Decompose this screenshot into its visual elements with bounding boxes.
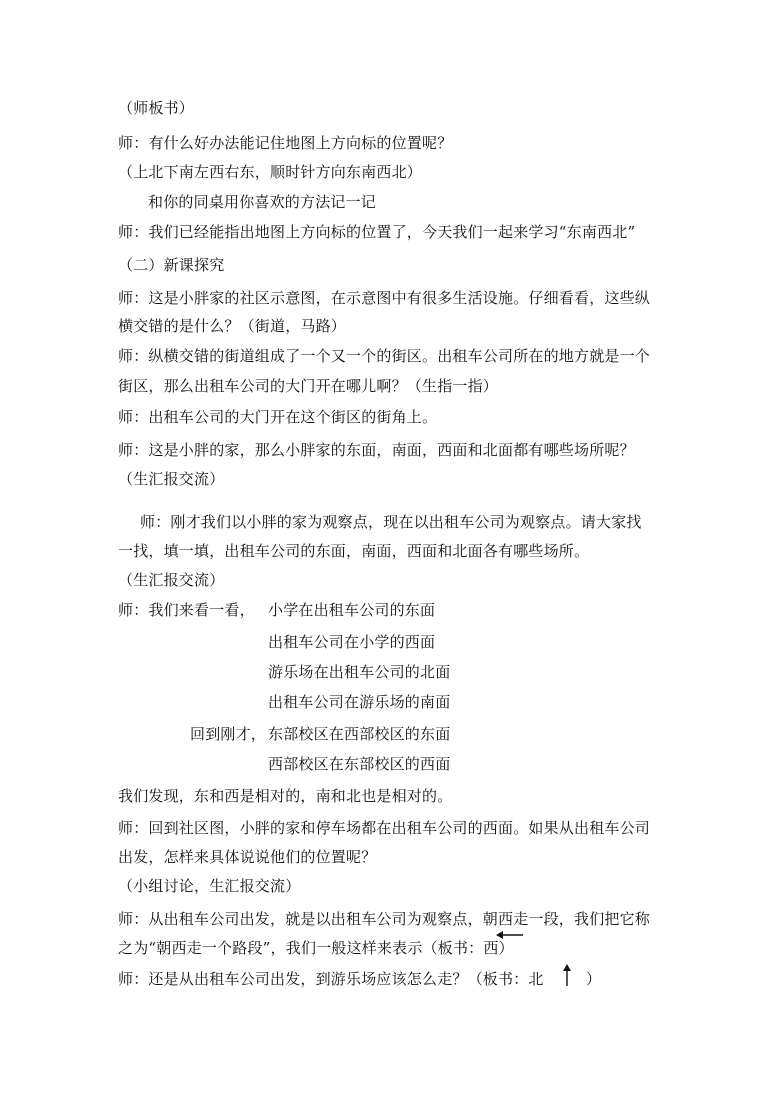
section-heading: （二）新课探究: [118, 256, 225, 274]
text-line: 出租车公司在游乐场的南面: [268, 693, 451, 711]
text-line: 之为“朝西走一个路段”，我们一般这样来表示（板书：西）: [118, 939, 514, 957]
text-line: 东部校区在西部校区的东面: [268, 725, 451, 743]
text-line: 游乐场在出租车公司的北面: [268, 663, 451, 681]
text-line: 我们发现，东和西是相对的，南和北也是相对的。: [118, 787, 453, 805]
text-line: 师：刚才我们以小胖的家为观察点，现在以出租车公司为观察点。请大家找: [140, 513, 642, 531]
text-line: 一找，填一填，出租车公司的东面，南面，西面和北面各有哪些场所。: [118, 542, 590, 560]
arrow-left-icon: [496, 929, 524, 941]
text-line: 师：我们已经能指出地图上方向标的位置了，今天我们一起来学习“东南西北”: [118, 223, 636, 241]
text-line: 师：有什么好办法能记住地图上方向标的位置呢？: [118, 134, 453, 152]
text-line: 街区，那么出租车公司的大门开在哪儿啊？（生指一指）: [118, 377, 499, 395]
text-line: （师板书）: [118, 99, 195, 117]
text-line: 师：还是从出租车公司出发，到游乐场应该怎么走？（板书：北: [118, 970, 544, 988]
text-line: 和你的同桌用你喜欢的方法记一记: [148, 193, 377, 211]
text-line: ）: [586, 970, 602, 988]
text-line: 师：这是小胖的家，那么小胖家的东面，南面，西面和北面都有哪些场所呢？: [118, 441, 635, 459]
text-line: 师：出租车公司的大门开在这个街区的街角上。: [118, 408, 438, 426]
text-line: 师：这是小胖家的社区示意图，在示意图中有很多生活设施。仔细看看，这些纵: [118, 289, 651, 307]
text-line: 横交错的是什么？（街道，马路）: [118, 317, 347, 335]
text-line: 师：回到社区图，小胖的家和停车场都在出租车公司的西面。如果从出租车公司: [118, 819, 651, 837]
text-line: （生汇报交流）: [118, 470, 225, 488]
arrow-up-icon: [562, 964, 572, 986]
text-line: 西部校区在东部校区的西面: [268, 755, 451, 773]
text-line: 师：纵横交错的街道组成了一个又一个的街区。出租车公司所在的地方就是一个: [118, 347, 651, 365]
text-line: 出发，怎样来具体说说他们的位置呢？: [118, 848, 377, 866]
text-line: 师：从出租车公司出发，就是以出租车公司为观察点，朝西走一段，我们把它称: [118, 910, 651, 928]
text-line: （上北下南左西右东，顺时针方向东南西北）: [118, 163, 423, 181]
text-line: 师：我们来看一看，: [118, 601, 255, 619]
text-line: 回到刚才，: [190, 725, 267, 743]
text-line: （小组讨论，生汇报交流）: [118, 877, 301, 895]
text-line: 小学在出租车公司的东面: [268, 601, 436, 619]
text-line: （生汇报交流）: [118, 571, 225, 589]
text-line: 出租车公司在小学的西面: [268, 633, 436, 651]
